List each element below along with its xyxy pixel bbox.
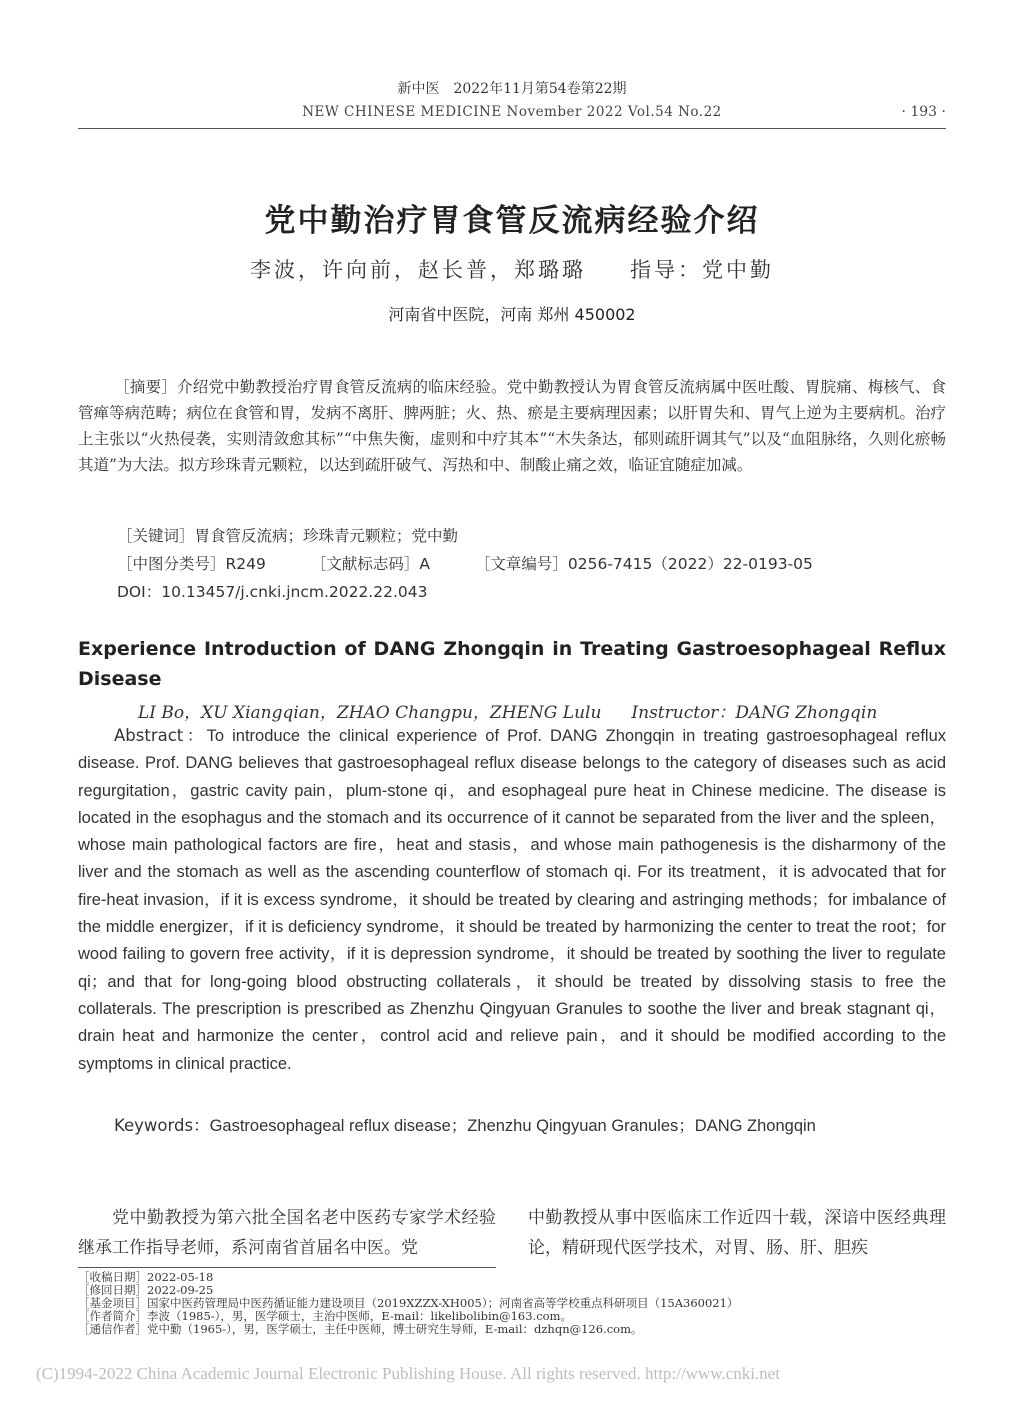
footnote-label: ［作者简介］	[78, 1309, 147, 1323]
keywords-en-text: Gastroesophageal reflux disease；Zhenzhu Qingyuan Granules；DANG Zhongqin	[209, 1117, 816, 1135]
doi-label: DOI：	[117, 583, 162, 601]
abstract-cn	[78, 374, 946, 478]
footnote-text: 2022-05-18	[147, 1270, 214, 1284]
body-column-left: 党中勤教授为第六批全国名老中医药专家学术经验继承工作指导老师，系河南省首届名中医。党	[78, 1208, 496, 1258]
footnotes	[78, 1271, 738, 1336]
authors-cn: 李波，许向前，赵长普，郑璐璐	[250, 258, 586, 282]
author-line-en	[138, 698, 877, 723]
document-code	[311, 555, 430, 573]
keywords-cn	[117, 524, 458, 546]
doi-link[interactable]: 10.13457/j.cnki.jncm.2022.22.043	[161, 583, 428, 601]
keywords-en-label: Keywords：	[114, 1116, 210, 1135]
footnote-text: 党中勤（1965-），男，医学硕士，主任中医师，博士研究生导师，E-mail：dzhqn@126.com。	[147, 1322, 643, 1336]
classification-line	[117, 552, 853, 574]
authors-en: LI Bo，XU Xiangqian，ZHAO Changpu，ZHENG Lulu	[138, 703, 602, 723]
abstract-en	[78, 722, 946, 1078]
doc-code-value: A	[419, 555, 430, 573]
running-header-cn: 新中医 2022年11月第54卷第22期	[397, 81, 627, 97]
keywords-en	[114, 1112, 816, 1136]
header-rule	[78, 128, 946, 129]
footnote-label: ［修回日期］	[78, 1283, 147, 1297]
instructor-cn: 指导：党中勤	[630, 258, 774, 282]
clc-code	[117, 555, 266, 573]
footnote-label: ［收稿日期］	[78, 1270, 147, 1284]
running-header-en: NEW CHINESE MEDICINE November 2022 Vol.54 No.22	[302, 104, 722, 120]
footnote-text: 2022-09-25	[147, 1283, 214, 1297]
body-column-right: 中勤教授从事中医临床工作近四十载，深谙中医经典理论，精研现代医学技术，对胃、肠、肝、胆疾	[528, 1208, 946, 1258]
footnote-label: ［通信作者］	[78, 1322, 147, 1336]
copyright-notice: (C)1994-2022 China Academic Journal Electronic Publishing House. All rights reserved. http://www.cnki.net	[36, 1364, 780, 1383]
keywords-cn-label: ［关键词］	[117, 527, 195, 545]
article-number	[475, 555, 813, 573]
abstract-en-label: Abstract：	[114, 726, 207, 745]
article-title-en: Experience Introduction of DANG Zhongqin in Treating Gastroesophageal Reflux Disease	[78, 638, 946, 690]
abstract-en-text: To introduce the clinical experience of Prof. DANG Zhongqin in treating gastroesophageal reflux disease. Prof. DANG believes that gastroesophageal reflux disease belongs to the category of diseases such as acid regurgitation，gastric cavity pain，plum-stone qi，and esophageal pure heat in Chinese medicine. The disease is located in the esophagus and the stomach and its occurrence of it cannot be separated from the liver and the spleen，whose main pathological factors are fire，heat and stasis，and whose main pathogenesis is the disharmony of the liver and the stomach as well as the ascending counterflow of stomach qi. For its treatment，it is advocated that for fire-heat invasion，if it is excess syndrome，it should be treated by clearing and astringing methods；for imbalance of the middle energizer，if it is deficiency syndrome，it should be treated by harmonizing the center to treat the root；for wood failing to govern free activity，if it is depression syndrome，it should be treated by soothing the liver to regulate qi；and that for long-going blood obstructing collaterals，it should be treated by dissolving stasis to free the collaterals. The prescription is prescribed as Zhenzhu Qingyuan Granules to soothe the liver and break stagnant qi，drain heat and harmonize the center，control acid and relieve pain，and it should be modified according to the symptoms in clinical practice.	[78, 727, 946, 1073]
affiliation-cn: 河南省中医院，河南 郑州 450002	[388, 305, 636, 324]
footnote-label: ［基金项目］	[78, 1296, 147, 1310]
footnote-text: 李波（1985-），男，医学硕士，主治中医师，E-mail：likelibolibin@163.com。	[147, 1309, 572, 1323]
abstract-cn-label: ［摘要］	[114, 378, 177, 396]
article-no-value: 0256-7415（2022）22-0193-05	[567, 555, 813, 573]
article-title-cn: 党中勤治疗胃食管反流病经验介绍	[264, 203, 760, 239]
author-line-cn	[0, 254, 1024, 284]
keywords-cn-text: 胃食管反流病；珍珠青元颗粒；党中勤	[194, 527, 459, 545]
doi-line	[117, 580, 427, 602]
article-no-label: ［文章编号］	[474, 555, 568, 573]
abstract-cn-text: 介绍党中勤教授治疗胃食管反流病的临床经验。党中勤教授认为胃食管反流病属中医吐酸、胃脘痛、梅核气、食管瘅等病范畴；病位在食管和胃，发病不离肝、脾两脏；火、热、瘀是主要病理因素；以肝胃失和、胃气上逆为主要病机。治疗上主张以“火热侵袭，实则清敛愈其标”“中焦失衡，虚则和中疗其本”“木失条达，郁则疏肝调其气”以及“血阻脉络，久则化瘀畅其道”为大法。拟方珍珠青元颗粒，以达到疏肝破气、泻热和中、制酸止痛之效，临证宜随症加减。	[78, 378, 947, 474]
page-number: · 193 ·	[901, 104, 946, 120]
footnote-corresponding	[78, 1323, 738, 1336]
footnote-text: 国家中医药管理局中医药循证能力建设项目（2019XZZX-XH005）；河南省高等学校重点科研项目（15A360021）	[147, 1296, 739, 1310]
clc-label: ［中图分类号］	[117, 555, 226, 573]
doc-code-label: ［文献标志码］	[310, 555, 420, 573]
footnote-rule	[78, 1267, 496, 1268]
clc-value: R249	[225, 555, 266, 573]
instructor-en: Instructor：DANG Zhongqin	[631, 703, 878, 723]
